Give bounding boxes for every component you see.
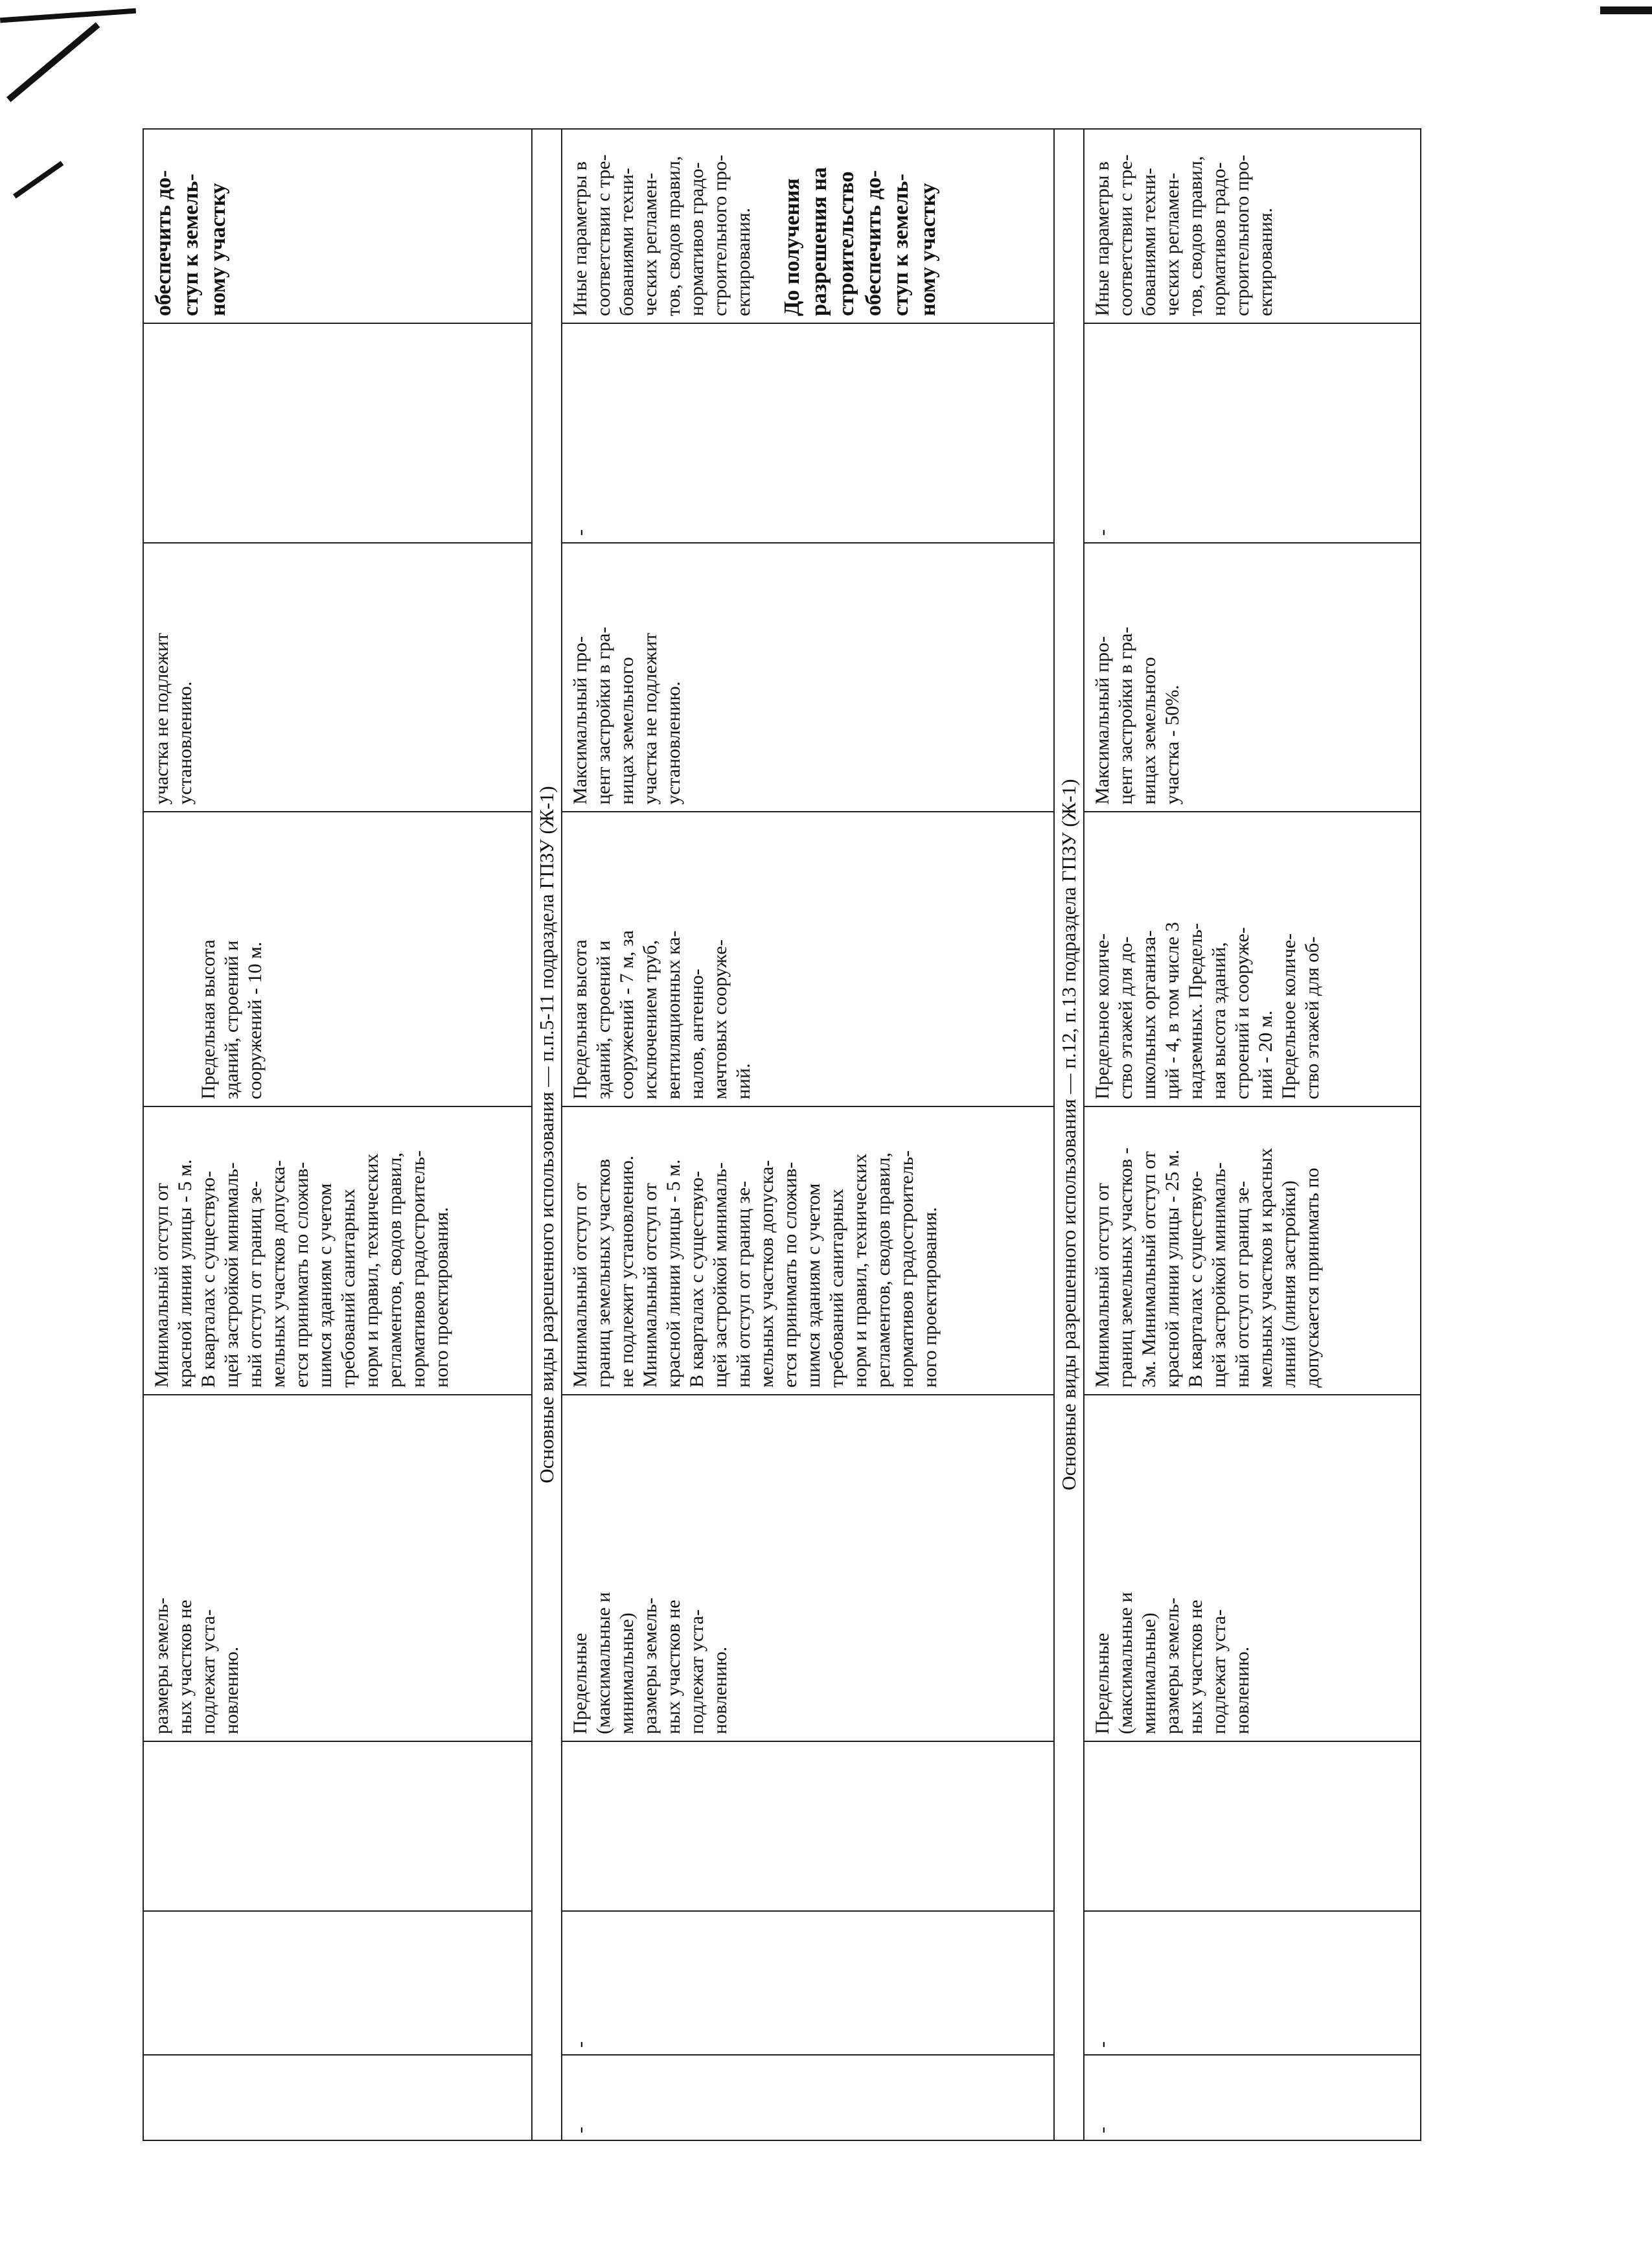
cell-c3: [143, 1741, 532, 1911]
cell-c1: -: [562, 2055, 1054, 2140]
cell-c8: [143, 323, 532, 543]
cell-other-params: [562, 129, 1054, 323]
scan-edge-mark: [6, 22, 100, 102]
cell-c3: [562, 1741, 1054, 1911]
cell-c8: -: [562, 323, 1054, 543]
cell-other-params: Иные параметры в соответствии с тре- бованиями техни- ческих регламен- тов, сводов правил, нормативов градо- строительного про- ектирования.: [1084, 129, 1421, 323]
cell-land-size: Предельные (максимальные и минимальные) размеры земель- ных участков не подлежат уста- новлению.: [562, 1395, 1054, 1741]
section-header: Основные виды разрешенного использования — п.12, п.13 подраздела ГПЗУ (Ж-1): [1054, 129, 1084, 2140]
access-note-text: До получения разрешения на строительство обеспечить до- ступ к земель- ному участку: [780, 166, 940, 316]
table-row: [562, 129, 1054, 2140]
cell-access-note: обеспечить до- ступ к земель- ному участку: [143, 129, 532, 323]
cell-height: Предельная высота зданий, строений и сооружений - 7 м, за исключением труб, вентиляционных ка- налов, антенно- мачтовых сооруже- ний.: [562, 812, 1054, 1106]
cell-c2: -: [562, 1911, 1054, 2055]
cell-land-size: Предельные (максимальные и минимальные) размеры земель- ных участков не подлежат уста- новлению.: [1084, 1395, 1421, 1741]
scan-edge-mark: [0, 8, 136, 23]
scan-edge-mark: [1600, 6, 1652, 14]
section-header-row: [1054, 129, 1084, 2140]
section-header: Основные виды разрешенного использования — п.п.5-11 подраздела ГПЗУ (Ж-1): [532, 129, 562, 2140]
cell-coverage: Максимальный про- цент застройки в гра- ницах земельного участка - 50%.: [1084, 543, 1421, 812]
cell-setback: Минимальный отступ от границ земельных участков - 3м. Минимальный отступ от красной линии улицы - 25 м. В кварталах с существую- щей застройкой минималь- ный отступ от границ зе- мельных участков и красных линий (линия застройки) допускается принимать по: [1084, 1106, 1421, 1395]
cell-height: Предельное количе- ство этажей для до- школьных организа- ций - 4, в том числе 3 надземных. Предель- ная высота зданий, строений и сооруже- ний - 20 м. Предельное количе- ство этажей для об-: [1084, 812, 1421, 1106]
table-row: [1084, 129, 1421, 2140]
cell-land-size: размеры земель- ных участков не подлежат уста- новлению.: [143, 1395, 532, 1741]
regulation-table: [143, 128, 1421, 2141]
cell-c2: -: [1084, 1911, 1421, 2055]
cell-setback: Минимальный отступ от красной линии улицы - 5 м. В кварталах с существую- щей застройкой минималь- ный отступ от границ зе- мельных участков допуска- ется принимать по сложив- шимся зданиям с учетом требований санитарных норм и правил, технических регламентов, сводов правил, нормативов градостроитель- ного проектирования.: [143, 1106, 532, 1395]
cell-c2: [143, 1911, 532, 2055]
cell-c1: [143, 2055, 532, 2140]
cell-coverage: участка не подлежит установлению.: [143, 543, 532, 812]
cell-coverage: Максимальный про- цент застройки в гра- ницах земельного участка не подлежит установлению.: [562, 543, 1054, 812]
scan-edge-mark: [13, 161, 63, 198]
cell-setback: Минимальный отступ от границ земельных участков не подлежит установлению. Минимальный отступ от красной линии улицы - 5 м. В кварталах с существую- щей застройкой минималь- ный отступ от границ зе- мельных участков допуска- ется принимать по сложив- шимся зданиям с учетом требований санитарных норм и правил, технических регламентов, сводов правил, нормативов градостроитель- ного проектирования.: [562, 1106, 1054, 1395]
other-params-text: Иные параметры в соответствии с тре- бованиями техни- ческих регламен- тов, сводов правил, нормативов градо- строительного про- ектирования.: [569, 154, 754, 316]
cell-c8: -: [1084, 323, 1421, 543]
rotated-table-sheet: [143, 130, 1323, 2141]
cell-c3: [1084, 1741, 1421, 1911]
cell-c1: -: [1084, 2055, 1421, 2140]
cell-height: Предельная высота зданий, строений и сооружений - 10 м.: [143, 812, 532, 1106]
section-header-row: [532, 129, 562, 2140]
table-row: [143, 129, 532, 2140]
